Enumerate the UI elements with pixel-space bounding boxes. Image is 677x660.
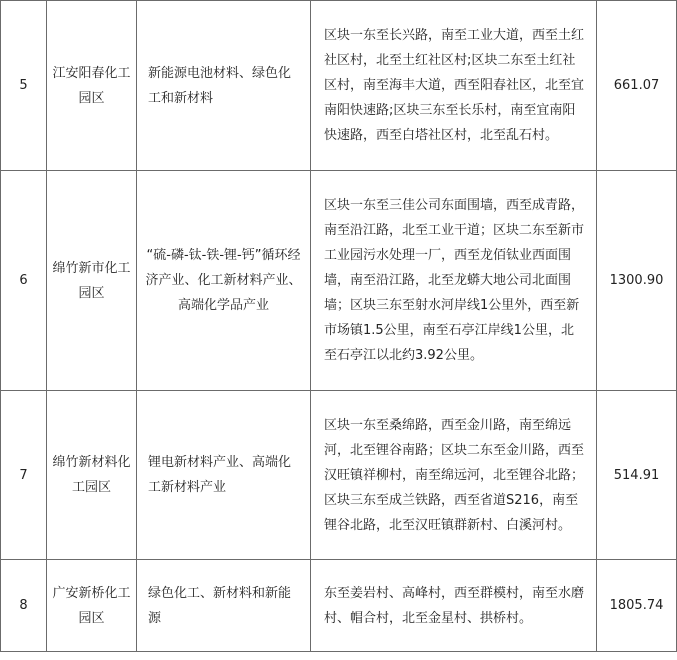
row-number: 7 — [1, 391, 47, 560]
scope-cell: 区块一东至三佳公司东面围墙，西至成青路，南至沿江路，北至工业干道；区块二东至新市工业园污水处理一厂，西至龙佰钛业西面围墙，南至沿江路，北至龙蟒大地公司北面围墙；区块三东至射水河岸线1公里外，西至新市场镇1.5公里，南至石亭江岸线1公里，北至石亭江以北约3.92公里。 — [311, 171, 597, 391]
area-cell: 1300.90 — [597, 171, 677, 391]
area-cell: 661.07 — [597, 1, 677, 171]
scope-cell: 东至姜岩村、高峰村，西至群模村，南至水磨村、帽合村，北至金星村、拱桥村。 — [311, 560, 597, 652]
row-number: 8 — [1, 560, 47, 652]
industry-cell: “硫-磷-钛-铁-锂-钙”循环经济产业、化工新材料产业、高端化学品产业 — [137, 171, 311, 391]
table-row — [1, 171, 677, 391]
park-name: 绵竹新材料化工园区 — [47, 391, 137, 560]
industry-cell: 新能源电池材料、绿色化工和新材料 — [137, 1, 311, 171]
park-name: 绵竹新市化工园区 — [47, 171, 137, 391]
table-row — [1, 1, 677, 171]
scope-cell: 区块一东至桑绵路，西至金川路，南至绵远河，北至锂谷南路；区块二东至金川路，西至汉旺镇祥柳村，南至绵远河，北至锂谷北路；区块三东至成兰铁路，西至省道S216，南至锂谷北路，北至汉旺镇群新村、白溪河村。 — [311, 391, 597, 560]
industry-cell: 绿色化工、新材料和新能源 — [137, 560, 311, 652]
row-number: 6 — [1, 171, 47, 391]
table-row — [1, 391, 677, 560]
area-cell: 1805.74 — [597, 560, 677, 652]
row-number: 5 — [1, 1, 47, 171]
table-row — [1, 560, 677, 652]
industry-cell: 锂电新材料产业、高端化工新材料产业 — [137, 391, 311, 560]
area-cell: 514.91 — [597, 391, 677, 560]
park-name: 广安新桥化工园区 — [47, 560, 137, 652]
park-name: 江安阳春化工园区 — [47, 1, 137, 171]
scope-cell: 区块一东至长兴路，南至工业大道，西至土红社区村，北至土红社区村;区块二东至土红社区村，南至海丰大道，西至阳春社区，北至宜南阳快速路;区块三东至长乐村，南至宜南阳快速路，西至白塔社区村，北至乱石村。 — [311, 1, 597, 171]
